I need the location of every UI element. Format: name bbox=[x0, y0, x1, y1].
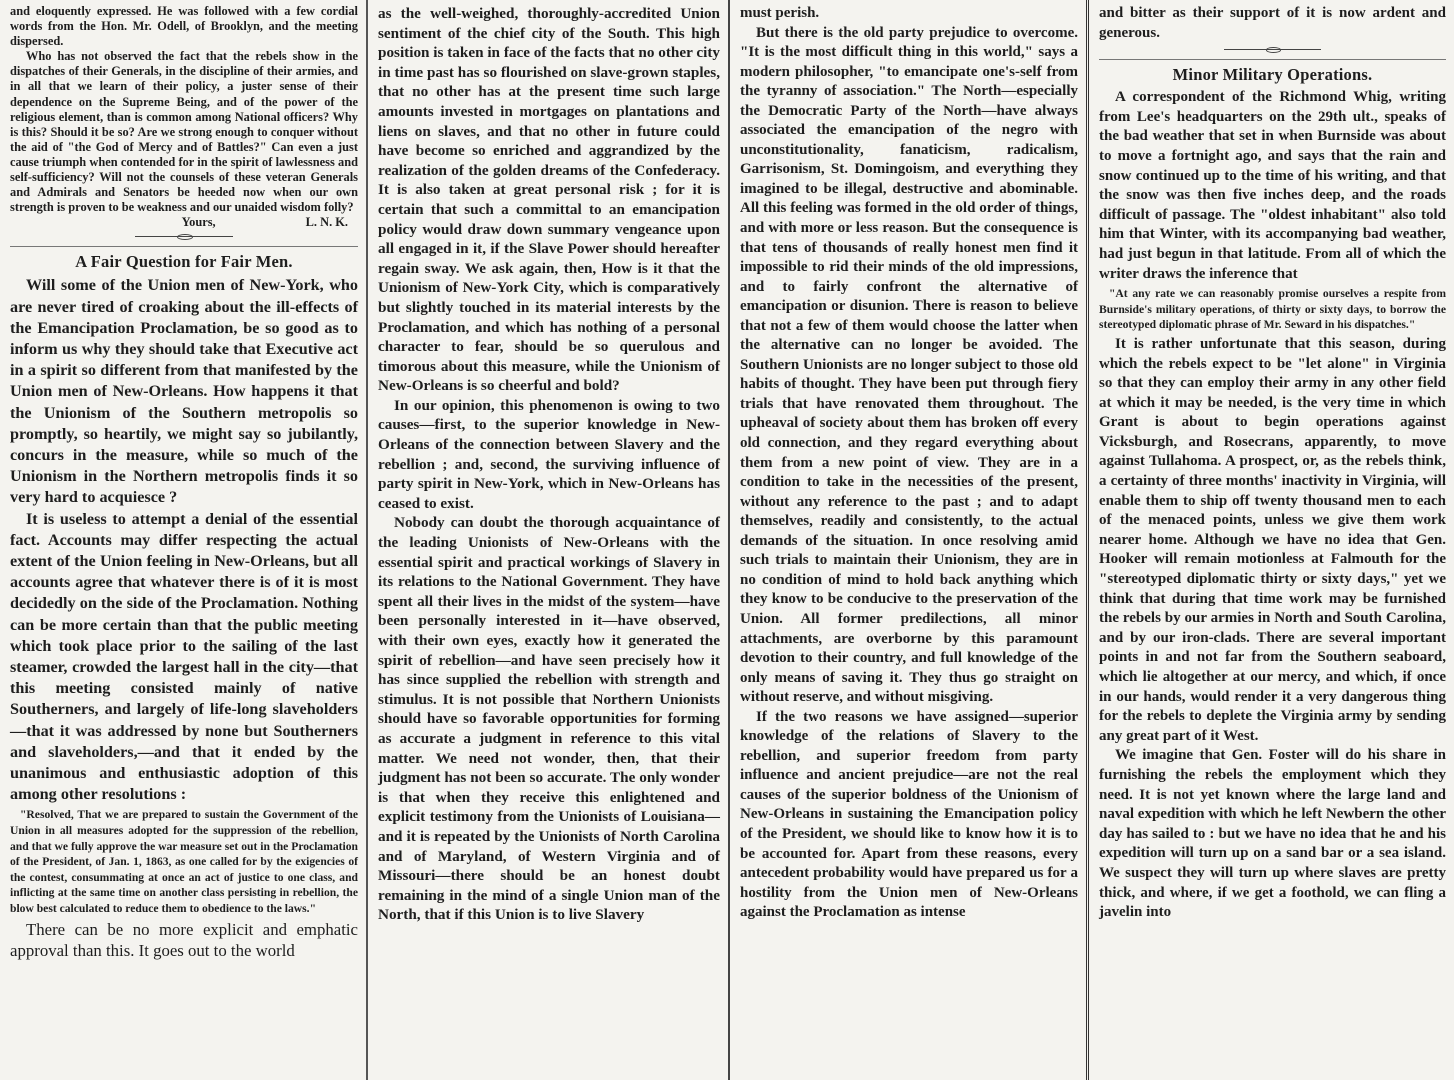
column-1 bbox=[0, 0, 366, 1080]
column-4 bbox=[1086, 0, 1454, 1080]
resolution-quote: "Resolved, That we are prepared to sustain the Government of the Union in all measures adopted for the suppression of the rebellion, and that we fully approve the war measure set out in the Proclamation of the President, of Jan. 1, 1863, as one called for by the exigencies of the contest, consummating at once an act of justice to one class, and inflicting at the same time on another class persisting in rebellion, the blow best calculated to reduce them to obedience to the laws." bbox=[10, 808, 358, 915]
whig-quote: "At any rate we can reasonably promise ourselves a respite from Burnside's military operations, of thirty or sixty days, to borrow the stereotyped diplomatic phrase of Mr. Seward in his dispatches." bbox=[1099, 287, 1446, 332]
article-headline: A Fair Question for Fair Men. bbox=[75, 252, 293, 272]
article-paragraph: A correspondent of the Richmond Whig, writing from Lee's headquarters on the 29th ult., speaks of the bad weather that set in when Burnside was about to move a fortnight ago, and says that the rain and snow continued up to the time of his writing, and that the snow was then five inches deep, and the roads difficult of passage. The "oldest inhabitant" also told him that Winter, with its accompanying bad weather, had just begun in that latitude. From all of which the writer draws the inference that bbox=[1099, 89, 1446, 282]
article-paragraph: In our opinion, this phenomenon is owing to two causes—first, to the superior knowledge in New-Orleans of the connection between Slavery and the rebellion ; and, second, the surviving influence of party spirit in New-York, which in New-Orleans has ceased to exist. bbox=[378, 396, 720, 512]
article-paragraph: If the two reasons we have assigned—superior knowledge of the relations of Slavery to the rebellion, and superior freedom from party influence and ancient prejudice—are not the real causes of the superior boldness of the Unionism of New-Orleans in sustaining the Emancipation policy of the President, we should like to know how it is to be accounted for. Apart from these reasons, every antecedent probability would have prepared us for a hostility from the Union men of New-Orleans against the Proclamation as intense bbox=[740, 708, 1078, 921]
article-paragraph: There can be no more explicit and emphatic approval than this. It goes out to the world bbox=[10, 919, 358, 960]
article-headline: Minor Military Operations. bbox=[1172, 65, 1373, 85]
article-paragraph: Nobody can doubt the thorough acquaintance of the leading Unionists of New-Orleans with the essential spirit and practical workings of Slavery in its relations to the National Government. They have spent all their lives in the midst of the system—have been personally interested in it—have observed, with their own eyes, exactly how it generated the spirit of rebellion—and have seen precisely how it has since supplied the rebellion with strength and stimulus. It is not possible that Northern Unionists should have so favorable opportunities for forming as accurate a judgment in reference to this vital matter. We need not wonder, then, that their judgment has not been so accurate. The only wonder is that when they receive this enlightened and explicit testimony from the Unionists of Louisiana—and it is repeated by the Unionists of North Carolina and of Maryland, of Western Virginia and of Missouri—there should be an honest doubt remaining in the mind of a single Union man of the North, that if this Union is to live Slavery bbox=[378, 514, 720, 924]
section-divider bbox=[10, 232, 358, 242]
letter-paragraph: Who has not observed the fact that the rebels show in the dispatches of their Generals, in the discipline of their armies, and in all that we learn of their policy, a juster sense of their dependence on the Supreme Being, and of the power of the religious element, than is common among National officers? Why is this? Should it be so? Are we strong enough to conquer without the aid of "the God of Mercy and of Battles?" Can even a just cause triumph when contended for in the spirit of lawlessness and self-sufficiency? Will not the counsels of these veteran Generals and Admirals and Senators be heeded now when our own strength is proven to be weakness and our unaided wisdom folly? bbox=[10, 49, 358, 215]
article-paragraph: Will some of the Union men of New-York, who are never tired of croaking about the ill-effects of the Emancipation Proclamation, be so good as to inform us why they should take that Executive act in a spirit so different from that manifested by the Union men of New-Orleans. How happens it that the Unionism of the Southern metropolis so promptly, so heartily, we might say so jubilantly, concurs in the measure, while so much of the Unionism in the Northern metropolis finds it so very hard to acquiesce ? bbox=[10, 276, 358, 507]
article-paragraph: We imagine that Gen. Foster will do his share in furnishing the rebels the employment which they need. It is not yet known where the large land and naval expedition with which he left Newbern the other day has sailed to : but we have no idea that he and his expedition will turn up on a sand bar or a sea island. We suspect they will turn up where slaves are pretty thick, and where, if we get a foothold, we can fling a javelin into bbox=[1099, 747, 1446, 921]
column-2 bbox=[366, 0, 728, 1080]
letter-signature bbox=[10, 215, 358, 230]
article-paragraph: as the well-weighed, thoroughly-accredited Union sentiment of the chief city of the South. This high position is taken in face of the facts that no other city in time past has so flourished on slave-grown staples, that no other has at the present time such large amounts invested in mortgages on plantations and liens on slaves, and that no other in future could have become so enriched and aggrandized by the realization of the golden dreams of the Confederacy. It is also taken at great personal risk ; for it is certain that such a committal to an emancipation policy would draw down summary vengeance upon all engaged in it, if the Slave Power should hereafter regain sway. We ask again, then, How is it that the Unionism of New-York City, which is comparatively but slightly touched in its material interests by the Proclamation, and which has nothing of a personal character to fear, should be so querulous and timorous about this measure, while the Unionism of New-Orleans is so cheerful and bold? bbox=[378, 5, 720, 395]
article-paragraph: It is useless to attempt a denial of the essential fact. Accounts may differ respecting the actual extent of the Union feeling in New-Orleans, but all accounts agree that whatever there is of it is most decidedly on the side of the Proclamation. Nothing can be more certain than that the public meeting which took place prior to the sailing of the last steamer, crowded the largest hall in the city—that this meeting consisted mainly of native Southerners, and largely of life-long slaveholders—that it was addressed by none but Southerners and slaveholders,—and that it ended by the unanimous and enthusiastic adoption of this among other resolutions : bbox=[10, 509, 358, 804]
letter-ending-paragraph: and eloquently expressed. He was followed with a few cordial words from the Hon. Mr. Odell, of Brooklyn, and the meeting dispersed. bbox=[10, 4, 358, 49]
article-paragraph: must perish. bbox=[740, 5, 820, 21]
signature-initials: L. N. K. bbox=[305, 215, 348, 230]
signature-closing: Yours, bbox=[181, 215, 216, 230]
article-fair-question bbox=[10, 246, 358, 961]
article-minor-military-operations bbox=[1099, 59, 1446, 923]
column-3 bbox=[728, 0, 1086, 1080]
section-divider bbox=[1099, 45, 1446, 55]
article-paragraph: But there is the old party prejudice to overcome. "It is the most difficult thing in this world," says a modern philosopher, "to emancipate one's-self from the tyranny of association." The North—especially the Democratic Party of the North—have always associated the emancipation of the negro with unconstitutionality, fanaticism, radicalism, Garrisonism, St. Domingoism, and everything they imagined to be illegal, destructive and abominable. All this feeling was formed in the old order of things, and with more or less reason. But the consequence is that tens of thousands of really honest men find it impossible to rid their minds of the old impressions, and to fairly confront the alternative of emancipation or disunion. There is reason to believe that not a few of them would choose the latter when the alternative can no longer be avoided. The Southern Unionists are no longer subject to those old habits of thought. They have been put through fiery trials that have renovated them throughout. The upheaval of society about them has broken off every old connection, and they regard everything about them from a new point of view. They are in a condition to take in the necessities of the present, without any reference to the past ; and to adapt themselves, readily and consistently, to the actual demands of the situation. In once resolving amid such trials to maintain their Unionism, they are in no condition of mind to hold back anything which they know to be conducive to the preservation of the Union. All former predilections, all minor attachments, are overborne by this paramount devotion to their country, and full knowledge of the only means of saving it. They thus go straight on without reserve, and without misgiving. bbox=[740, 24, 1078, 706]
article-ending-paragraph: and bitter as their support of it is now ardent and generous. bbox=[1099, 5, 1446, 41]
article-paragraph: It is rather unfortunate that this season, during which the rebels expect to be "let alone" in Virginia so that they can employ their army in any other field at which it may be needed, is the very time in which Grant is about to begin operations against Vicksburgh, and Rosecrans, apparently, to move against Tullahoma. A prospect, or, as the rebels think, a certainty of three months' inactivity in Virginia, will enable them to ship off twenty thousand men to each of the menaced points, unless we give them work nearer home. Although we have no idea that Gen. Hooker will remain motionless at Falmouth for the "stereotyped diplomatic thirty or sixty days," yet we think that during that time work may be furnished the rebels by our armies in North and South Carolina, and by our iron-clads. There are several important points in and not far from the Southern seaboard, which lie altogether at our mercy, and which, if once in our hands, would render it a very dangerous thing for the rebels to deplete the Virginia army by sending any great part of it West. bbox=[1099, 335, 1446, 744]
